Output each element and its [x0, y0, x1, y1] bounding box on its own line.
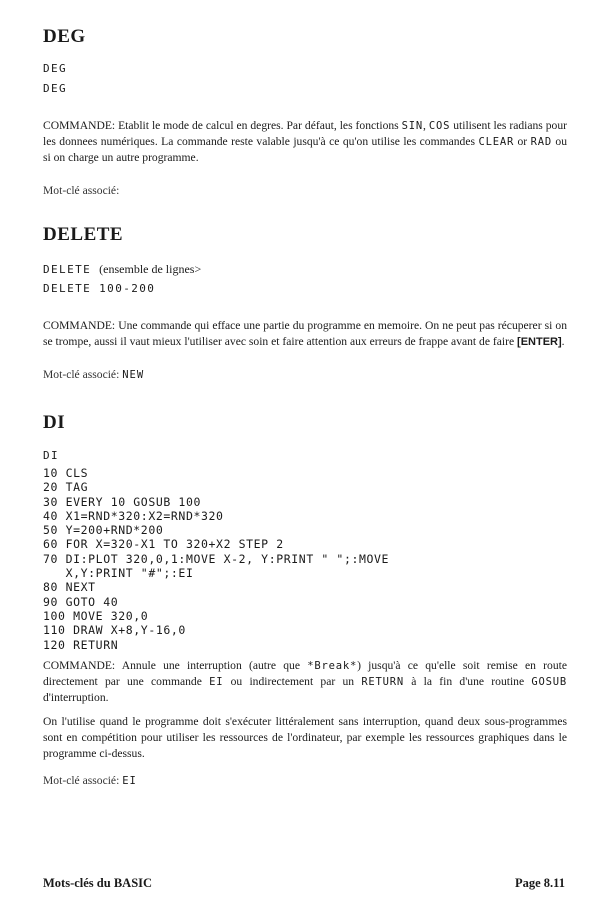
deg-description: [43, 118, 567, 166]
code-line: 70 DI:PLOT 320,0,1:MOVE X-2, Y:PRINT " ";:MOVE: [43, 551, 390, 566]
di-desc-keyword-gosub: GOSUB: [531, 676, 567, 688]
delete-desc-enter-key: [ENTER]: [517, 336, 562, 348]
di-desc-keyword-return: RETURN: [361, 676, 405, 688]
di-desc-text-1: COMMANDE: Annule une interruption (autre que: [43, 659, 308, 672]
deg-desc-keyword-sin: SIN: [401, 120, 424, 132]
di-desc-text-3: ou indirectement par un: [223, 675, 362, 688]
deg-desc-text-3: utilisent les radians pour les donnees numériques. La commande reste valable jusqu'à ce qu'on utilise les commandes: [43, 119, 568, 148]
code-line: 10 CLS: [43, 466, 89, 480]
deg-related-label: Mot-clé associé:: [43, 184, 120, 197]
di-syntax: DI: [43, 449, 60, 462]
footer-chapter-title: Mots-clés du BASIC: [43, 876, 153, 890]
code-line: 100 MOVE 320,0: [43, 608, 149, 623]
deg-desc-keyword-cos: COS: [428, 120, 451, 132]
deg-desc-text-1: COMMANDE: Etablit le mode de calcul en degres. Par défaut, les fonctions: [43, 119, 402, 132]
delete-syntax-argument: (ensemble de lignes>: [99, 262, 202, 276]
di-code-listing: [43, 466, 389, 652]
delete-desc-text-1: COMMANDE: Une commande qui efface une partie du programme en memoire. On ne peut pas récuperer si on se trompe, aussi il vaut mieux l'utiliser avec soin et faire attention aux erreurs de frappe avant de faire: [43, 319, 567, 348]
deg-syntax: DEG: [43, 62, 68, 75]
di-desc-text-4: à la fin d'une routine: [404, 675, 532, 688]
deg-desc-text-2: ,: [423, 119, 429, 132]
di-related-label: Mot-clé associé:: [43, 774, 120, 787]
section-title-deg: DEG: [43, 26, 86, 47]
di-related-keywords: [43, 774, 137, 787]
delete-syntax: [43, 262, 201, 277]
di-desc-text-2: ) jusqu'à ce qu'elle soit remise en route directement par une commande: [43, 659, 567, 688]
delete-example: DELETE 100-200: [43, 282, 156, 295]
di-description: [43, 658, 567, 706]
code-line: 30 EVERY 10 GOSUB 100: [43, 494, 201, 509]
section-title-delete: DELETE: [43, 224, 124, 245]
delete-desc-text-2: .: [561, 335, 565, 348]
di-desc-keyword-break: *Break*: [307, 660, 358, 672]
delete-description: [43, 318, 567, 350]
di-desc-keyword-ei: EI: [209, 676, 224, 688]
code-line: 110 DRAW X+8,Y-16,0: [43, 623, 186, 638]
delete-related-value: NEW: [122, 369, 145, 381]
code-line: 50 Y=200+RND*200: [43, 523, 164, 538]
di-usage-paragraph: On l'utilise quand le programme doit s'exécuter littéralement sans interruption, quand deux sous-programmes sont en compétition pour utiliser les ressources de l'ordinateur, par exemple les ressources graphiques dans le programme ci-dessus.: [43, 715, 567, 760]
deg-related-keywords: [43, 184, 119, 197]
code-line: 40 X1=RND*320:X2=RND*320: [43, 508, 224, 523]
deg-desc-text-5: ou si on charge un autre programme.: [43, 135, 567, 164]
code-line: 90 GOTO 40: [43, 594, 119, 609]
delete-syntax-keyword: DELETE: [43, 263, 92, 276]
footer-page-number: Page 8.11: [515, 876, 565, 890]
code-line: 80 NEXT: [43, 580, 96, 595]
delete-related-keywords: [43, 368, 144, 381]
deg-desc-keyword-clear: CLEAR: [478, 136, 515, 148]
di-related-value: EI: [122, 775, 137, 787]
code-line: 120 RETURN: [43, 637, 119, 652]
code-line: 20 TAG: [43, 480, 89, 495]
di-desc-text-5: d'interruption.: [43, 691, 109, 704]
code-line: 60 FOR X=320-X1 TO 320+X2 STEP 2: [43, 537, 284, 552]
deg-example: DEG: [43, 82, 68, 95]
deg-desc-text-4: or: [514, 135, 531, 148]
section-title-di: DI: [43, 412, 66, 433]
code-line: X,Y:PRINT "#";:EI: [43, 566, 194, 581]
deg-desc-keyword-rad: RAD: [530, 136, 552, 148]
delete-related-label: Mot-clé associé:: [43, 368, 120, 381]
